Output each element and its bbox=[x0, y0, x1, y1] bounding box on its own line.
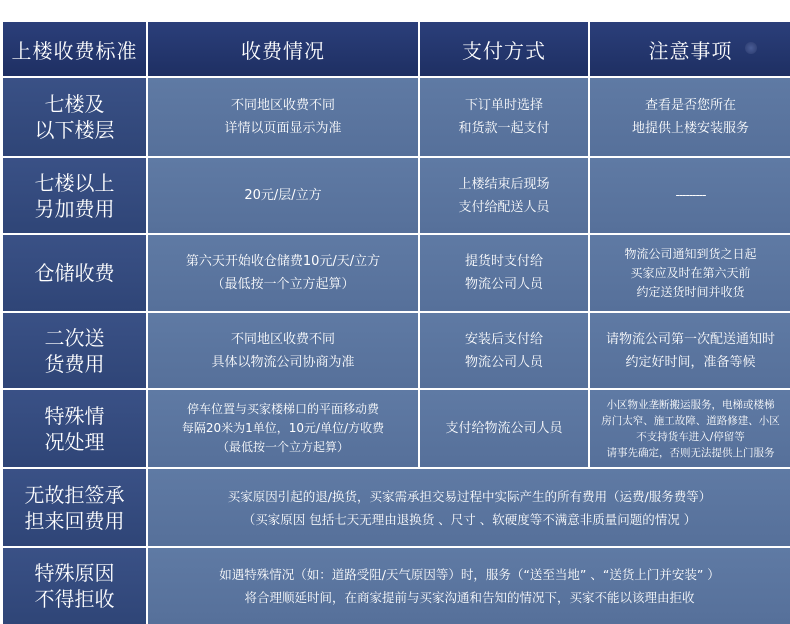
header-payment: 支付方式 bbox=[420, 22, 588, 76]
note-floor-7-below bbox=[590, 78, 790, 156]
row-title-floor-7-below: 七楼及 以下楼层 bbox=[3, 78, 146, 156]
note-line: 约定好时间，准备等候 bbox=[625, 354, 756, 370]
payment-floor-7-below bbox=[420, 78, 588, 156]
payment-second-delivery bbox=[420, 313, 588, 388]
fee-line: （最低按一个立方起算） bbox=[211, 277, 355, 292]
payment-line: 上楼结束后现场 bbox=[458, 176, 550, 192]
row-title-storage: 仓储收费 bbox=[3, 235, 146, 311]
note-line: 物流公司通知到货之日起 bbox=[624, 246, 757, 261]
fee-special-handling bbox=[148, 390, 418, 467]
payment-line: 物流公司人员 bbox=[464, 354, 543, 370]
fee-line: 停车位置与买家楼梯口的平面移动费 bbox=[186, 402, 379, 416]
fee-storage bbox=[148, 235, 418, 311]
decorative-dot-icon bbox=[745, 42, 757, 54]
note-line: 不支持货车进入/停留等 bbox=[636, 430, 745, 443]
payment-storage bbox=[420, 235, 588, 311]
row-title-no-rejection: 特殊原因 不得拒收 bbox=[3, 548, 146, 624]
header-standard: 上楼收费标准 bbox=[3, 22, 146, 76]
text-line: 将合理顺延时间，在商家提前与买家沟通和告知的情况下，买家不能以该理由拒收 bbox=[244, 590, 695, 605]
note-line: 买家应及时在第六天前 bbox=[630, 265, 751, 280]
note-line: 请物流公司第一次配送通知时 bbox=[605, 331, 775, 347]
text-line: （买家原因 包括七天无理由退换货 、尺寸 、软硬度等不满意非质量问题的情况 ） bbox=[242, 511, 697, 527]
note-placeholder-dashes: --------- bbox=[675, 188, 706, 202]
row-title-refusal-return-cost: 无故拒签承 担来回费用 bbox=[3, 469, 146, 546]
note-line: 约定送货时间并收货 bbox=[636, 284, 745, 299]
payment-line: 和货款一起支付 bbox=[458, 121, 550, 136]
header-notes: 注意事项 bbox=[590, 22, 790, 76]
text-no-rejection bbox=[148, 548, 790, 624]
note-special-handling bbox=[590, 390, 790, 467]
payment-special-handling bbox=[420, 390, 588, 467]
row-title-special-handling: 特殊情 况处理 bbox=[3, 390, 146, 467]
payment-line: 下订单时选择 bbox=[464, 98, 543, 113]
text-line: 买家原因引起的退/换货，买家需承担交易过程中实际产生的所有费用（运费/服务费等） bbox=[227, 488, 712, 504]
payment-line: 支付给物流公司人员 bbox=[445, 421, 563, 436]
fee-line: 第六天开始收仓储费10元/天/立方 bbox=[185, 254, 381, 269]
row-title-floor-7-above: 七楼以上 另加费用 bbox=[3, 158, 146, 233]
fee-line: 不同地区收费不同 bbox=[230, 331, 335, 347]
text-refusal-return-cost bbox=[148, 469, 790, 546]
fee-second-delivery bbox=[148, 313, 418, 388]
row-title-second-delivery: 二次送 货费用 bbox=[3, 313, 146, 388]
payment-floor-7-above bbox=[420, 158, 588, 233]
note-floor-7-above bbox=[590, 158, 790, 233]
fee-line: 不同地区收费不同 bbox=[230, 98, 335, 113]
note-line: 房门太窄、施工故障、道路修建、小区 bbox=[601, 414, 780, 427]
fee-line: （最低按一个立方起算） bbox=[216, 440, 349, 454]
fee-floor-7-below bbox=[148, 78, 418, 156]
note-line: 查看是否您所在 bbox=[644, 98, 736, 113]
fee-line: 具体以物流公司协商为准 bbox=[211, 354, 355, 370]
payment-line: 支付给配送人员 bbox=[458, 199, 550, 215]
note-line: 请事先确定，否则无法提供上门服务 bbox=[606, 446, 775, 459]
fee-line: 每隔20米为1单位，10元/单位/方收费 bbox=[181, 421, 385, 435]
fee-floor-7-above bbox=[148, 158, 418, 233]
note-line: 地提供上楼安装服务 bbox=[631, 121, 749, 136]
fee-line: 20元/层/立方 bbox=[244, 188, 322, 203]
payment-line: 安装后支付给 bbox=[464, 331, 543, 347]
payment-line: 提货时支付给 bbox=[464, 254, 543, 269]
note-second-delivery bbox=[590, 313, 790, 388]
text-line: 如遇特殊情况（如：道路受阻/天气原因等）时，服务（“送至当地” 、“送货上门并安装” ） bbox=[219, 567, 720, 582]
fee-line: 详情以页面显示为准 bbox=[224, 121, 342, 136]
payment-line: 物流公司人员 bbox=[464, 277, 543, 292]
header-fee: 收费情况 bbox=[148, 22, 418, 76]
note-line: 小区物业垄断搬运服务，电梯或楼梯 bbox=[606, 398, 775, 411]
note-storage bbox=[590, 235, 790, 311]
shipping-fee-table bbox=[3, 22, 785, 610]
